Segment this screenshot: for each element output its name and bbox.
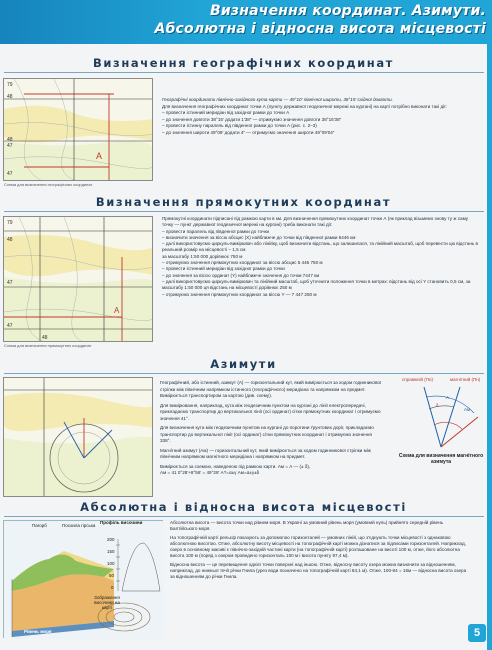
heights-text (170, 520, 470, 581)
map-label: 79 (7, 82, 13, 88)
svg-text:A: A (96, 151, 103, 161)
page-title-line1: Визначення координат. Азимути. (210, 3, 486, 19)
scheme-label-am: Ам (464, 407, 471, 412)
text-line: – до значення довготи 38°15′ додати 1′38″ — отримуємо значення довготи 38°16′38″ (162, 116, 342, 122)
text-line: Відносна висота — це перевищення однієї точки поверхні над іншою. Отже, відносну висоту озера можна визначити за відношенням, наприклад, до нижньої течії річки Гнила (урез води позначено на топографічній карті 84,1 м). Отже, 100-84 = 16м — відносна висота озера за відношенням до річки Гнила. (170, 561, 467, 580)
label-map-image: Зображення височини на карті (94, 595, 120, 610)
text-line: Для визначення кута між геодезичним пунктом на кургані до поротини ґрунтових доріг, прикладаємо транспортир до вертикальної лінії (осі ординат) сітки прямокутних координат і отримуємо значення 338°. (160, 425, 374, 443)
text-line: – до значення за віссю ординат (Y) найближче значення до точки 7447 км (162, 272, 320, 278)
divider (4, 516, 484, 517)
text-line: – провести істинний меридіан від західної рамки до точки А (162, 110, 290, 116)
text-line: – далі використовуємо циркуль-вимірювач або лінійку, щоб визначити відстань, що залишилася, та лінійний масштаб, щоб перевести цю відстань в реальний розмір на місцевості – 1,5 см (162, 241, 478, 253)
label-profile: Профіль височини (100, 520, 143, 525)
geo-coordinates-map (3, 78, 153, 181)
text-line: Абсолютна висота — висота точки над рівнем моря. В Україні за умовний рівень моря (умовний нуль) прийнято середній рівень Балтійського моря. (170, 520, 444, 532)
page-number: 5 (468, 624, 486, 642)
heading-azimuths: Азимути (210, 357, 277, 371)
text-line: – провести істинний меридіан від західної рамки до точки (162, 266, 285, 272)
heading-rect-coordinates: Визначення прямокутних координат (95, 195, 392, 209)
geo-coordinates-text (162, 97, 480, 137)
page-title-line2: Абсолютна і відносна висота місцевості (154, 21, 486, 37)
heading-geo-coordinates: Визначення географічних координат (93, 56, 394, 70)
text-line: – провести паралель від південної рамки до точки (162, 228, 270, 234)
text-line: Ам = 41 0°28′+8°56′ = 49°28′ А?=α±γ Ам=α±γ±δ (160, 470, 260, 475)
svg-text:A: A (114, 306, 120, 315)
map-label: 47 (7, 280, 13, 286)
label-hill: Пагорб (32, 523, 47, 528)
azimuth-text (160, 380, 382, 477)
map-label: 47 (7, 323, 13, 329)
tick-100: 100 (107, 561, 115, 566)
scheme-label-true-north: справжній (Пн) (402, 377, 434, 382)
text-line: Магнітний азимут (Ам) — горизонтальний кут, який вимірюється за ходом годинникової стрілки між північним напрямком магнітного меридіана і напрямком на предмет. (160, 447, 371, 459)
rect-map-caption: Схема для визначення прямокутних координат (4, 343, 92, 348)
map-label: 47 (7, 171, 13, 177)
title-banner (0, 0, 492, 44)
right-edge-bar (487, 44, 492, 650)
text-line: Географічні координати північно-західного кута карти — 49°10′ північної широти, 38°15′ східної довготи. (162, 97, 393, 102)
map-label: 48 (7, 237, 13, 243)
scheme-label-delta: δ (436, 403, 439, 408)
text-line: Для вимірювання, наприклад, кута між геодезичним пунктом на кургані до лінії електропередачі, прикладаємо транспортир до вертикальної лінії (осі ординат) сітки прямокутних координат і отримуємо значення 41°. (160, 402, 381, 421)
text-line: – далі використовуємо циркуль-вимірювач та лінійний масштаб, щоб уточнити положення точки в метрах: відстань від осі Y становить 0,5 см, за масштабу 1:50 000 ця відстань на місцевості дорівнює 250 м (162, 278, 471, 291)
text-line: На топографічній карті рельєф показують за допомогою горизонталей — умовних ліній, що з'єднують точки місцевості з однаковою абсолютною висотою. Отже, абсолютну висоту місцевості на топографічній карті можна дізнатися за підписами горизонталей. Наприклад, озеро в основному масиві є північно-західній частині карти (на топографічній карті) розташоване на висоті 100 м, отже, його абсолютна висота 100 м (поряд з озером проведено горизонталь 100 м і висота пункту 97,4 м). (170, 534, 466, 559)
scheme-label-a: А (446, 395, 450, 400)
text-line: за масштабу 1:50 000 дорівнює 750 м (162, 253, 243, 259)
text-line: – визначити значення за віссю абсцис (Х) найближче до точки від південної рамки 5446 км (162, 234, 356, 240)
tick-0: 0 (111, 585, 114, 590)
label-sea-level: Рівень моря (24, 629, 52, 634)
tick-50: 50 (109, 573, 115, 578)
map-label: 47 (7, 143, 13, 149)
text-line: Прямокутні координати підписані під рамкою карти в км. Для визначення прямокутних координат точки А (як приклад візьмемо знову ту ж саму точку — пункт державної геодезичної мережі на кургані) треба виконати такі дії: (162, 216, 469, 228)
map-label: 48 (42, 335, 48, 341)
rect-coordinates-map (3, 216, 153, 342)
scheme-caption: Схема для визначення магнітного азимута (398, 453, 484, 465)
map-label: 48 (7, 137, 13, 143)
scheme-label-magnetic: магнітний (Пн) (450, 377, 481, 382)
text-line: – отримуємо значення прямокутних координат за віссю Y — 7 447 250 м (162, 291, 317, 297)
map-label: 79 (7, 220, 13, 226)
label-lake: Посхила гірська (62, 523, 96, 528)
divider (4, 211, 484, 212)
text-line: Географічний, або істинний, азимут (А) — горизонтальний кут, який вимірюється за ходом годинникової стрілки між північним напрямком істинного (географічного) меридіана та напрямком на предмет. Вимірюється транспортиром за картою (див. схему). (160, 380, 382, 398)
divider (4, 72, 484, 73)
map-label: 48 (7, 94, 13, 100)
tick-200: 200 (107, 537, 115, 542)
text-line: Для визначення географічних координат точки А (пункту державної геодезичної мережі на кургані) на карті потрібно виконати такі дії: (162, 103, 447, 109)
geo-map-caption: Схема для визначення географічних координат (4, 182, 93, 187)
azimuth-map (3, 377, 153, 497)
heights-diagram (3, 520, 163, 638)
divider (4, 373, 484, 374)
magnetic-azimuth-scheme (396, 377, 486, 472)
text-line: – до значення широти 49°09′ додати 4″ — отримуємо значення широти 49°09′04″ (162, 129, 335, 135)
tick-150: 150 (107, 549, 115, 554)
text-line: – отримуємо значення прямокутних координат за віссю абсцис 5 446 750 м (162, 260, 323, 266)
rect-coordinates-text (162, 216, 480, 298)
text-line: Вимірюється за схемою, наведеною під рамкою карти. Ам = А — (± δ), (160, 463, 311, 469)
heading-heights: Абсолютна і відносна висота місцевості (80, 500, 407, 514)
text-line: – провести істинну паралель від південної рамки до точки А (рис. с. 2–3) (162, 123, 317, 129)
